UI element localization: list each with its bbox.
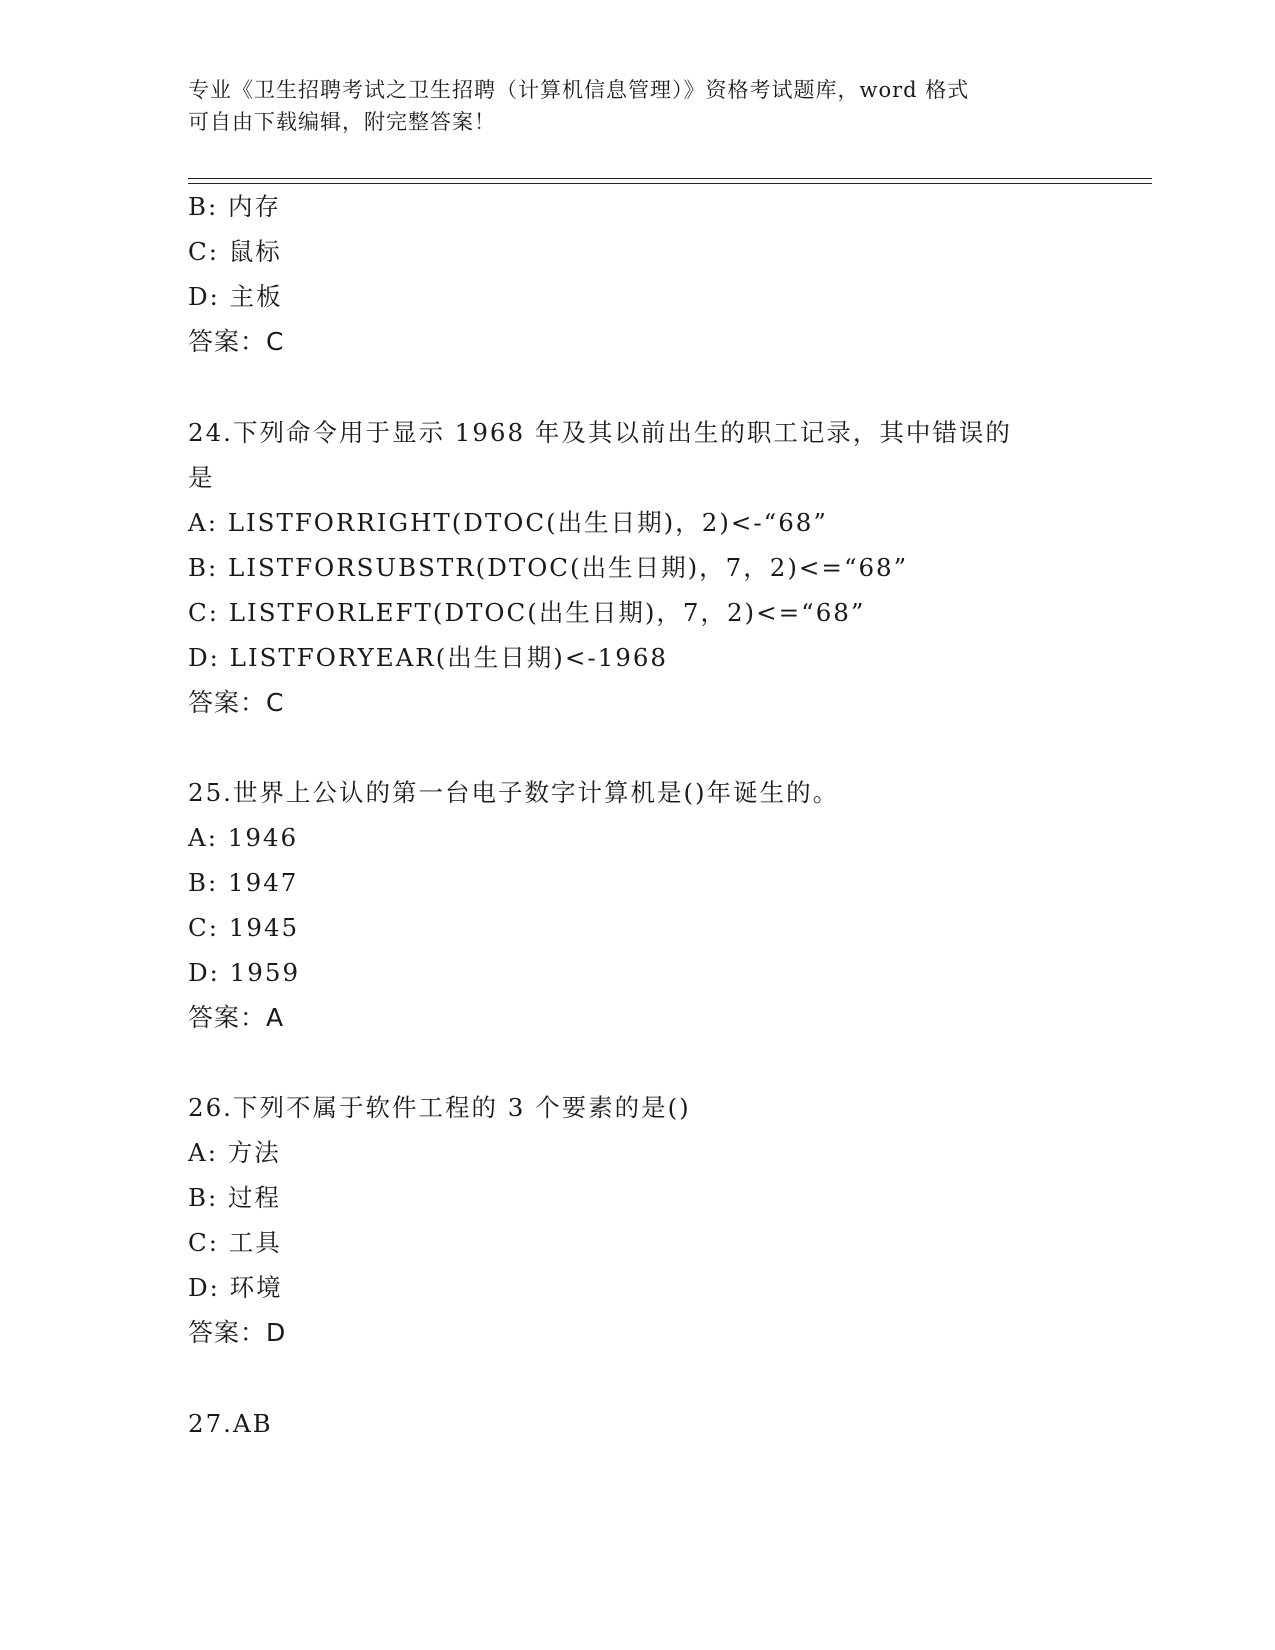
q25-option-b: B: 1947 — [188, 868, 299, 897]
q24-option-c: C: LISTFORLEFT(DTOC(出生日期)，7，2)<=“68” — [188, 598, 866, 627]
header-line-2: 可自由下载编辑，附完整答案！ — [188, 110, 496, 134]
q25-option-d: D: 1959 — [188, 958, 301, 987]
q26-option-b: B: 过程 — [188, 1183, 282, 1212]
q26-stem: 26.下列不属于软件工程的 3 个要素的是() — [188, 1093, 691, 1122]
q27-stem: 27.AB — [188, 1409, 273, 1438]
q25-option-c: C: 1945 — [188, 913, 300, 942]
q24-option-a: A: LISTFORRIGHT(DTOC(出生日期)，2)<-“68” — [188, 508, 828, 537]
q26-option-c: C: 工具 — [188, 1228, 282, 1257]
q26-option-d: D: 环境 — [188, 1273, 283, 1302]
document-header — [188, 74, 1068, 138]
q24-stem-line-2: 是 — [188, 463, 215, 492]
q23-option-c: C: 鼠标 — [188, 237, 282, 266]
q23-option-b: B: 内存 — [188, 192, 282, 221]
q26-answer: 答案：D — [188, 1318, 287, 1347]
q24-answer: 答案：C — [188, 688, 285, 717]
q24-option-b: B: LISTFORSUBSTR(DTOC(出生日期)，7，2)<=“68” — [188, 553, 909, 582]
q23-answer: 答案：C — [188, 327, 285, 356]
q26-option-a: A: 方法 — [188, 1138, 281, 1167]
header-rule-bottom — [188, 183, 1152, 184]
q24-option-d: D: LISTFORYEAR(出生日期)<-1968 — [188, 643, 669, 672]
header-rule-top — [188, 178, 1152, 179]
header-line-1: 专业《卫生招聘考试之卫生招聘（计算机信息管理）》资格考试题库，word 格式 — [188, 78, 970, 102]
q25-stem: 25.世界上公认的第一台电子数字计算机是()年诞生的。 — [188, 778, 840, 807]
q23-option-d: D: 主板 — [188, 282, 283, 311]
q25-option-a: A: 1946 — [188, 823, 299, 852]
q24-stem-line-1: 24.下列命令用于显示 1968 年及其以前出生的职工记录，其中错误的 — [188, 418, 1012, 447]
q25-answer: 答案：A — [188, 1003, 285, 1032]
